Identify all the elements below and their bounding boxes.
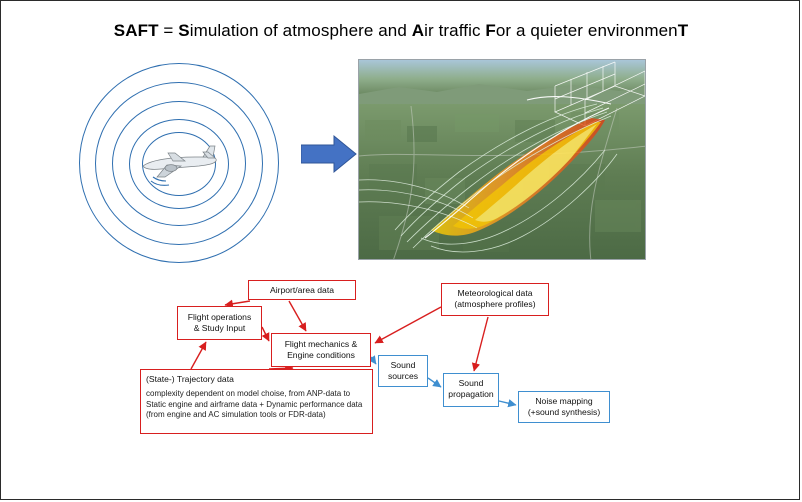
node-sound-sources[interactable] [378,355,428,387]
node-sound-sources-line1: Sound [390,360,416,370]
node-state-trajectory-data-header: (State-) Trajectory data [146,374,234,384]
title-text-3: or a quieter environmen [495,21,678,40]
node-sound-sources-line2: sources [387,371,419,381]
node-flight-operations-line2: & Study Input [193,323,246,333]
title-letter-f: F [485,21,496,40]
title-letter-t: T [677,21,689,40]
noise-contour-map-image [358,59,646,260]
node-airport-area-data[interactable] [248,280,356,300]
title-acronym: SAFT [113,21,159,40]
node-sound-propagation[interactable] [443,373,499,407]
process-flow-diagram [1,263,800,483]
node-state-trajectory-data-body: complexity dependent on model choise, from ANP-data to Static engine and airframe data + Dynamic performance data (from engine and AC simulation tools or FDR-data) [146,389,363,419]
node-meteorological-data[interactable] [441,283,549,316]
page-title [1,21,800,41]
node-meteorological-data-line2: (atmosphere profiles) [454,299,536,309]
title-letter-s: S [178,21,190,40]
node-noise-mapping-line2: (+sound synthesis) [527,407,601,417]
node-flight-mechanics-line1: Flight mechanics & [284,339,358,349]
node-noise-mapping-line1: Noise mapping [535,396,593,406]
node-noise-mapping[interactable] [518,391,610,423]
title-text-1: imulation of atmosphere and [189,21,412,40]
node-airport-area-data-label: Airport/area data [269,285,334,295]
node-sound-propagation-line1: Sound [458,378,484,388]
sound-rings-illustration [79,63,295,263]
node-state-trajectory-data[interactable] [140,369,373,434]
node-flight-operations[interactable] [177,306,262,340]
airplane-icon [137,141,223,187]
node-flight-operations-line1: Flight operations [187,312,252,322]
node-flight-mechanics[interactable] [271,333,371,367]
right-arrow-icon [301,134,357,174]
title-letter-a: A [411,21,425,40]
node-flight-mechanics-line2: Engine conditions [287,350,355,360]
node-meteorological-data-line1: Meteorological data [457,288,533,298]
title-equals: = [158,21,179,40]
title-text-2: ir traffic [424,21,486,40]
node-sound-propagation-line2: propagation [448,389,494,399]
